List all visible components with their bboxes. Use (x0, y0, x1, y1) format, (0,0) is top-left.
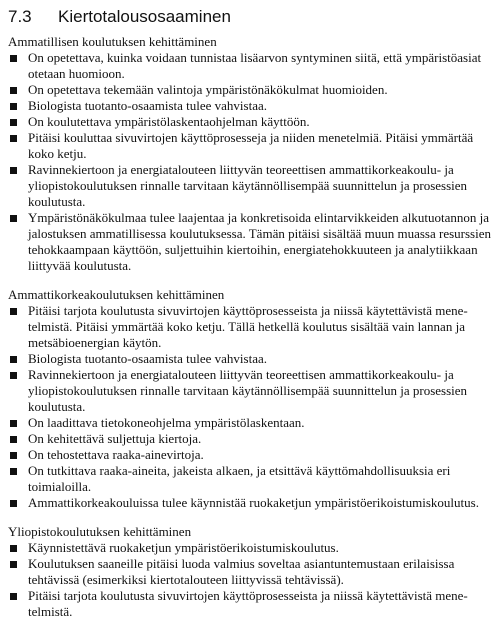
square-bullet-icon (10, 468, 17, 475)
list-item (8, 351, 492, 367)
list-item (8, 303, 492, 351)
list-item (8, 50, 492, 82)
list-item (8, 367, 492, 415)
list-item (8, 495, 492, 511)
list-item-text: On kehitettävä suljettuja kiertoja. (28, 431, 202, 446)
list-item (8, 431, 492, 447)
list-item (8, 98, 492, 114)
document-page (8, 6, 492, 620)
list-item-text: Pitäisi tarjota koulutusta sivuvirtojen käyttöprosesseista ja niissä käytettävistä menetelmistä. (28, 588, 468, 619)
square-bullet-icon (10, 372, 17, 379)
list-item (8, 415, 492, 431)
section-polytechnic (8, 287, 492, 511)
bullet-list (8, 540, 492, 620)
list-item (8, 463, 492, 495)
square-bullet-icon (10, 593, 17, 600)
square-bullet-icon (10, 545, 17, 552)
list-item-text: Käynnistettävä ruokaketjun ympäristöerikoistumiskoulutus. (28, 540, 339, 555)
subsection-title: Ammatillisen koulutuksen kehittäminen (8, 34, 217, 49)
list-item (8, 447, 492, 463)
list-item-text: Ravinnekiertoon ja energiatalouteen liittyvän teoreettisen ammattikorkeakoulu- ja yliopistokoulutuksen rinnalle tarvitaan käytännöllisempää suunnittelun ja prosessien koulutusta. (28, 162, 468, 209)
list-item-text: Biologista tuotanto-osaamista tulee vahvistaa. (28, 351, 268, 366)
square-bullet-icon (10, 420, 17, 427)
list-item-text: Ympäristönäkökulmaa tulee laajentaa ja konkretisoida elintarvikkeiden alkutuotannon ja jalostuksen ammatillisessa koulutuksessa. Tämän pitäisi sisältää muun muassa resurssien tehokkaampaan käyttöön, suljettuihin kiertoihin, energiatehokkuuteen ja analytiikkaan liittyvää koulutusta. (28, 210, 491, 273)
list-item-text: On laadittava tietokoneohjelma ympäristölaskentaan. (28, 415, 305, 430)
list-item-text: Ravinnekiertoon ja energiatalouteen liittyvän teoreettisen ammattikorkeakoulu- ja yliopistokoulutuksen rinnalle tarvitaan käytännöllisempää suunnittelun ja prosessien koulutusta. (28, 367, 468, 414)
list-item-text: On tutkittava raaka-aineita, jakeista alkaen, ja etsittävä käyttömahdollisuuksia eri toimialoilla. (28, 463, 451, 494)
square-bullet-icon (10, 55, 17, 62)
section-title-text: Kiertotalousosaaminen (58, 7, 231, 26)
square-bullet-icon (10, 215, 17, 222)
list-item-text: Koulutuksen saaneille pitäisi luoda valmius soveltaa asiantuntemustaan erilaisissa tehtävissä (esimerkiksi kiertotalouteen liittyvissä tehtävissä). (28, 556, 455, 587)
list-item-text: Pitäisi kouluttaa sivuvirtojen käyttöprosesseja ja niiden menetelmiä. Pitäisi ymmärtää koko ketju. (28, 130, 474, 161)
section-vocational (8, 34, 492, 274)
square-bullet-icon (10, 119, 17, 126)
section-number: 7.3 (8, 7, 32, 26)
square-bullet-icon (10, 356, 17, 363)
subsection-title: Ammattikorkeakoulutuksen kehittäminen (8, 287, 225, 302)
section-heading (8, 6, 492, 28)
square-bullet-icon (10, 103, 17, 110)
square-bullet-icon (10, 436, 17, 443)
list-item-text: On tehostettava raaka-ainevirtoja. (28, 447, 204, 462)
list-item (8, 162, 492, 210)
square-bullet-icon (10, 561, 17, 568)
section-university (8, 524, 492, 620)
list-item (8, 114, 492, 130)
list-item-text: On opetettava, kuinka voidaan tunnistaa lisäarvon syntyminen siitä, että ympäristöasiat otetaan huomioon. (28, 50, 482, 81)
square-bullet-icon (10, 87, 17, 94)
list-item (8, 82, 492, 98)
list-item (8, 588, 492, 620)
square-bullet-icon (10, 500, 17, 507)
list-item (8, 540, 492, 556)
bullet-list (8, 303, 492, 511)
list-item-text: Ammattikorkeakouluissa tulee käynnistää ruokaketjun ympäristöerikoistumiskoulutus. (28, 495, 479, 510)
list-item-text: On koulutettava ympäristölaskentaohjelman käyttöön. (28, 114, 310, 129)
square-bullet-icon (10, 135, 17, 142)
square-bullet-icon (10, 167, 17, 174)
list-item-text: Biologista tuotanto-osaamista tulee vahvistaa. (28, 98, 268, 113)
section-spacer (8, 511, 492, 524)
section-spacer (8, 274, 492, 287)
list-item (8, 210, 492, 274)
square-bullet-icon (10, 308, 17, 315)
square-bullet-icon (10, 452, 17, 459)
bullet-list (8, 50, 492, 274)
subsection-title: Yliopistokoulutuksen kehittäminen (8, 524, 192, 539)
list-item (8, 556, 492, 588)
list-item (8, 130, 492, 162)
list-item-text: On opetettava tekemään valintoja ympäristönäkökulmat huomioiden. (28, 82, 388, 97)
list-item-text: Pitäisi tarjota koulutusta sivuvirtojen käyttöprosesseista ja niissä käytettävistä menetelmistä. Pitäisi ymmärtää koko ketju. Tällä hetkellä koulutus sisältää vain lannan ja metsäbioenergian käytön. (28, 303, 468, 350)
